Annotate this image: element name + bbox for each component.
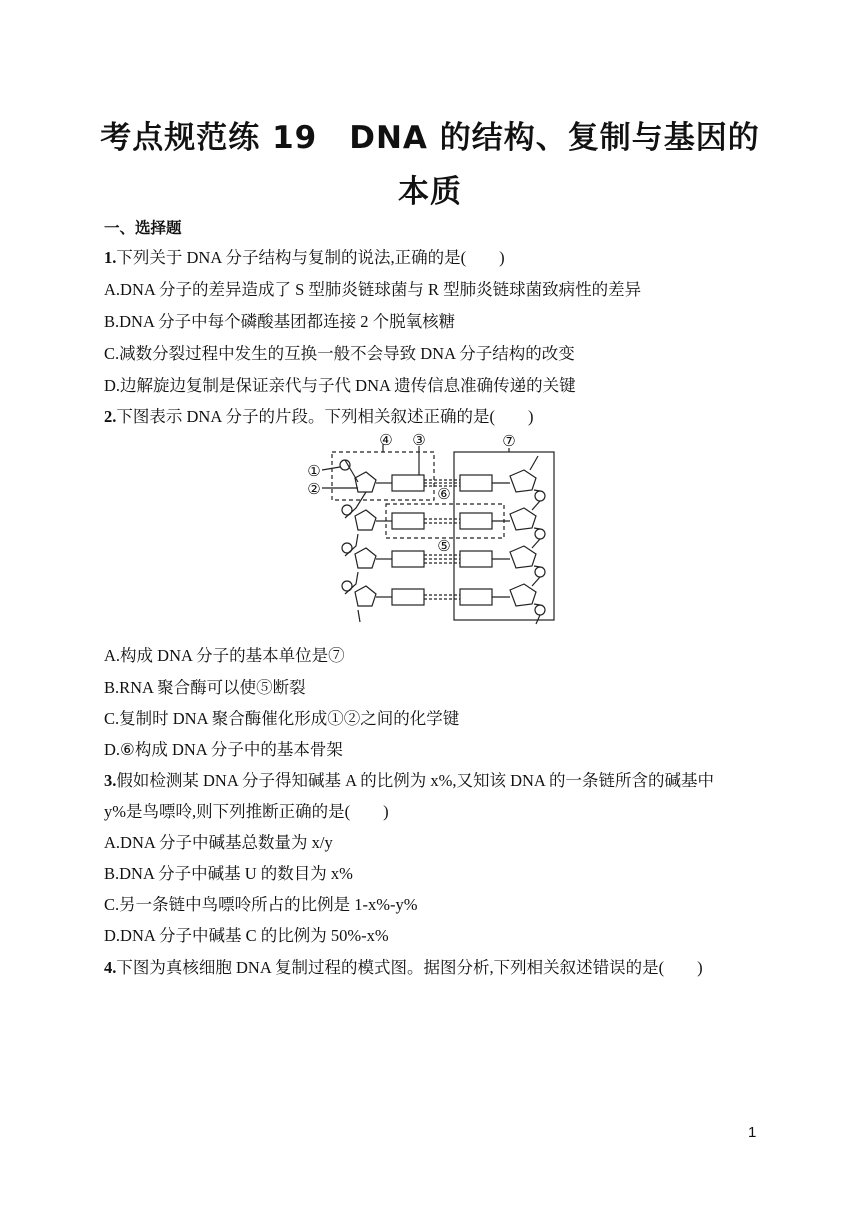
q3-option-b: B.DNA 分子中碱基 U 的数目为 x% [104, 864, 353, 883]
question-text: 下图为真核细胞 DNA 复制过程的模式图。据图分析,下列相关叙述错误的是( ) [116, 958, 703, 977]
q2-option-c: C.复制时 DNA 聚合酶催化形成①②之间的化学键 [104, 709, 460, 728]
label-7: ⑦ [502, 432, 516, 450]
question-number: 3. [104, 771, 117, 790]
q2-option-d: D.⑥构成 DNA 分子中的基本骨架 [104, 740, 343, 759]
q3-option-c: C.另一条链中鸟嘌呤所占的比例是 1-x%-y% [104, 895, 418, 914]
question-1-stem [104, 244, 505, 268]
question-3-stem-cont: y%是鸟嘌呤,则下列推断正确的是( ) [104, 802, 389, 821]
right-base-2 [460, 513, 492, 529]
question-number: 1. [104, 248, 117, 267]
page-title-line2: 本质 [398, 174, 462, 210]
q1-option-b: B.DNA 分子中每个磷酸基团都连接 2 个脱氧核糖 [104, 312, 456, 331]
question-text: 下列关于 DNA 分子结构与复制的说法,正确的是( ) [116, 248, 505, 267]
label-6: ⑥ [437, 485, 451, 503]
q3-option-a: A.DNA 分子中碱基总数量为 x/y [104, 833, 333, 852]
label-2: ② [307, 480, 321, 498]
q1-option-a: A.DNA 分子的差异造成了 S 型肺炎链球菌与 R 型肺炎链球菌致病性的差异 [104, 280, 642, 299]
label-4: ④ [379, 431, 393, 449]
q2-option-a: A.构成 DNA 分子的基本单位是⑦ [104, 646, 345, 665]
right-base-1 [460, 475, 492, 491]
page-title: 考点规范练 19 DNA 的结构、复制与基因的 [100, 120, 760, 156]
q1-option-c: C.减数分裂过程中发生的互换一般不会导致 DNA 分子结构的改变 [104, 344, 575, 363]
q3-option-d: D.DNA 分子中碱基 C 的比例为 50%-x% [104, 926, 389, 945]
label-5: ⑤ [437, 537, 451, 555]
left-base-2 [392, 513, 424, 529]
question-text: 假如检测某 DNA 分子得知碱基 A 的比例为 x%,又知该 DNA 的一条链所含的碱基中 [116, 771, 715, 790]
right-base-4 [460, 589, 492, 605]
question-2-stem [104, 403, 533, 427]
section-heading: 一、选择题 [104, 219, 182, 237]
right-base-3 [460, 551, 492, 567]
left-base-3 [392, 551, 424, 567]
question-number: 2. [104, 407, 117, 426]
question-4-stem [104, 954, 703, 978]
question-3-stem [104, 767, 714, 791]
question-text: 下图表示 DNA 分子的片段。下列相关叙述正确的是( ) [116, 407, 534, 426]
dna-structure-figure [300, 430, 560, 626]
dashed-box-6 [386, 504, 504, 538]
page-number: 1 [748, 1124, 757, 1141]
left-base-4 [392, 589, 424, 605]
label-1: ① [307, 462, 321, 480]
q2-option-b: B.RNA 聚合酶可以使⑤断裂 [104, 678, 306, 697]
q1-option-d: D.边解旋边复制是保证亲代与子代 DNA 遗传信息准确传递的关键 [104, 376, 576, 395]
left-base-1 [392, 475, 424, 491]
question-number: 4. [104, 958, 117, 977]
label-3: ③ [412, 431, 426, 449]
